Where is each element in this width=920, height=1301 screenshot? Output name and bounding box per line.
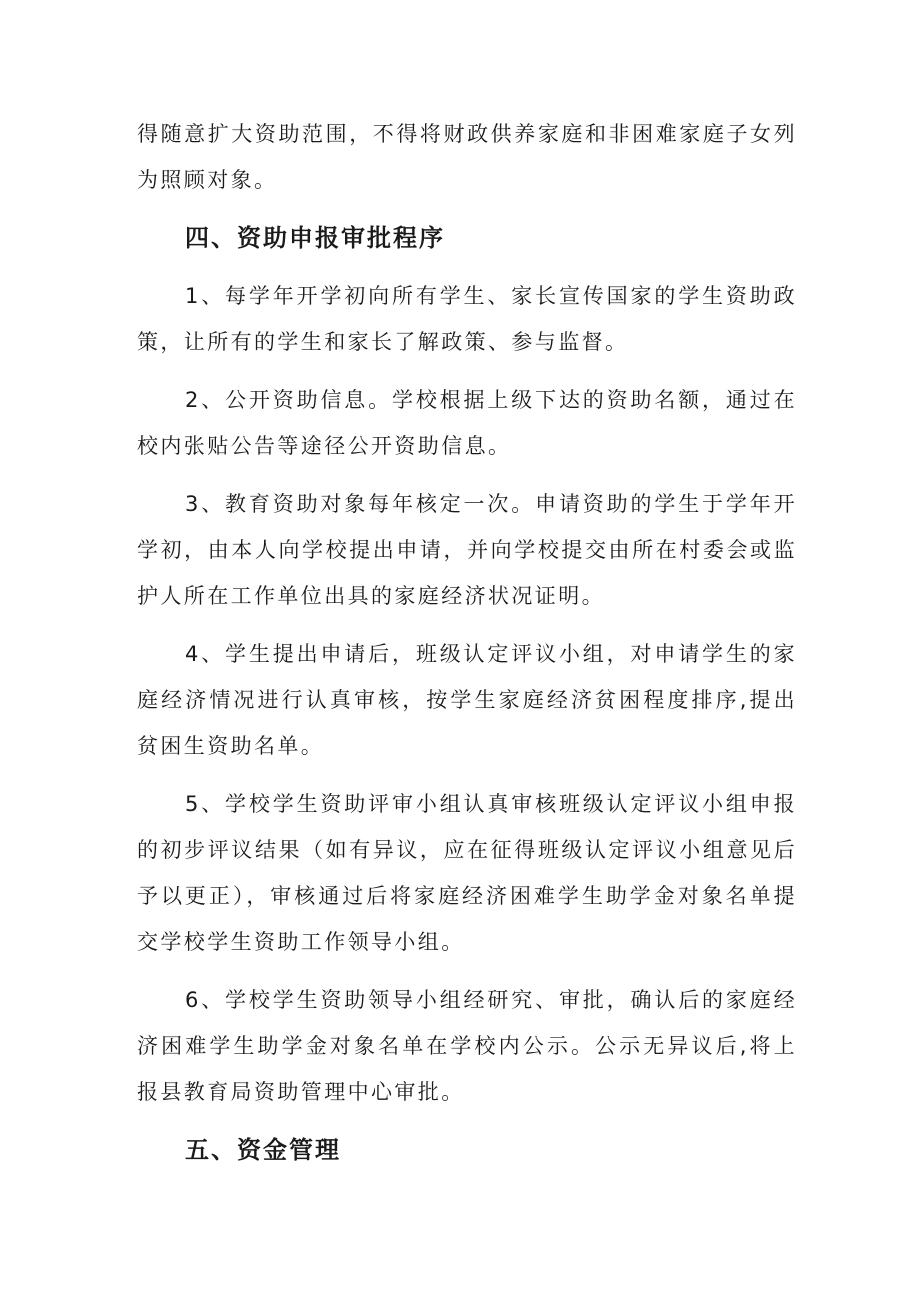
paragraph-item-6: 6、学校学生资助领导小组经研究、审批，确认后的家庭经济困难学生助学金对象名单在学校内公示。公示无异议后,将上报县教育局资助管理中心审批。 — [137, 988, 797, 1104]
document-page — [137, 111, 797, 1173]
section-heading-5: 五、资金管理 — [185, 1136, 341, 1164]
section-heading-4: 四、资助申报审批程序 — [185, 224, 445, 252]
paragraph-continuation: 得随意扩大资助范围，不得将财政供养家庭和非困难家庭子女列为照顾对象。 — [137, 122, 797, 192]
paragraph-item-2: 2、公开资助信息。学校根据上级下达的资助名额，通过在校内张贴公告等途径公开资助信息。 — [137, 388, 797, 458]
paragraph-item-3: 3、教育资助对象每年核定一次。申请资助的学生于学年开学初，由本人向学校提出申请，并向学校提交由所在村委会或监护人所在工作单位出具的家庭经济状况证明。 — [137, 492, 797, 608]
paragraph-item-5: 5、学校学生资助评审小组认真审核班级认定评议小组申报的初步评议结果（如有异议，应在征得班级认定评议小组意见后予以更正），审核通过后将家庭经济困难学生助学金对象名单提交学校学生资助工作领导小组。 — [137, 792, 797, 954]
paragraph-item-1: 1、每学年开学初向所有学生、家长宣传国家的学生资助政策，让所有的学生和家长了解政策、参与监督。 — [137, 284, 797, 354]
paragraph-item-4: 4、学生提出申请后，班级认定评议小组，对申请学生的家庭经济情况进行认真审核，按学生家庭经济贫困程度排序,提出贫困生资助名单。 — [137, 642, 797, 758]
